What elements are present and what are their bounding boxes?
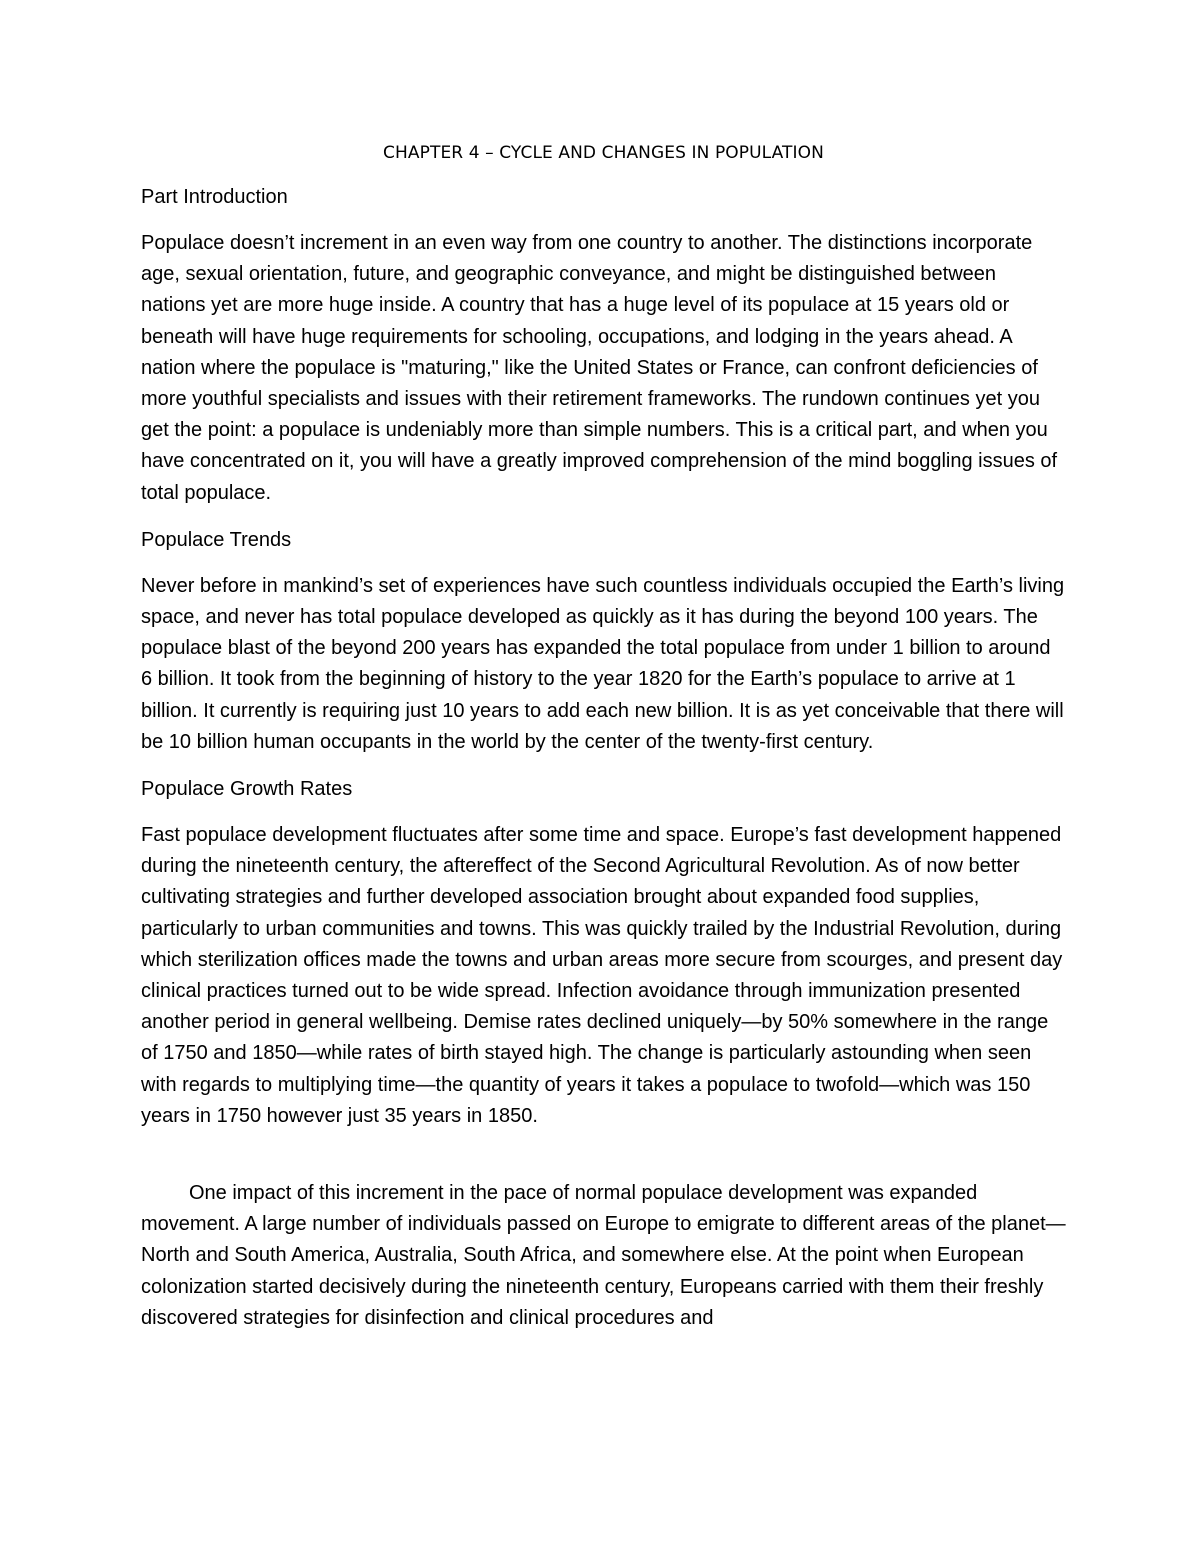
paragraph-growth-rates-2: One impact of this increment in the pace of normal populace development was expanded movement. A large number of individuals passed on Europe to emigrate to different areas of the planet—North and South America, Australia, South Africa, and somewhere else. At the point when European colonization started decisively during the nineteenth century, Europeans carried with them their freshly discovered strategies for disinfection and clinical procedures and <box>141 1182 1066 1329</box>
section-heading-part-introduction: Part Introduction <box>141 186 288 208</box>
document-body <box>141 138 1066 1350</box>
paragraph-populace-trends: Never before in mankind’s set of experiences have such countless individuals occupied the Earth’s living space, and never has total populace developed as quickly as it has during the beyond 100 years. The populace blast of the beyond 200 years has expanded the total populace from under 1 billion to around 6 billion. It took from the beginning of history to the year 1820 for the Earth’s populace to arrive at 1 billion. It currently is requiring just 10 years to add each new billion. It is as yet conceivable that there will be 10 billion human occupants in the world by the center of the twenty-first century. <box>141 574 1065 753</box>
chapter-title: CHAPTER 4 – CYCLE AND CHANGES IN POPULATION <box>383 143 824 163</box>
paragraph-part-introduction: Populace doesn’t increment in an even way from one country to another. The distinctions incorporate age, sexual orientation, future, and geographic conveyance, and might be distinguished between nations yet are more huge inside. A country that has a huge level of its populace at 15 years old or beneath will have huge requirements for schooling, occupations, and lodging in the years ahead. A nation where the populace is "maturing," like the United States or France, can confront deficiencies of more youthful specialists and issues with their retirement frameworks. The rundown continues yet you get the point: a populace is undeniably more than simple numbers. This is a critical part, and when you have concentrated on it, you will have a greatly improved comprehension of the mind boggling issues of total populace. <box>141 232 1058 504</box>
section-heading-populace-growth-rates: Populace Growth Rates <box>141 778 353 801</box>
paragraph-growth-rates-1: Fast populace development fluctuates after some time and space. Europe’s fast development happened during the nineteenth century, the aftereffect of the Second Agricultural Revolution. As of now better cultivating strategies and further developed association brought about expanded food supplies, particularly to urban communities and towns. This was quickly trailed by the Industrial Revolution, during which sterilization offices made the towns and urban areas more secure from scourges, and present day clinical practices turned out to be wide spread. Infection avoidance through immunization presented another period in general wellbeing. Demise rates declined uniquely—by 50% somewhere in the range of 1750 and 1850—while rates of birth stayed high. The change is particularly astounding when seen with regards to multiplying time—the quantity of years it takes a populace to twofold—which was 150 years in 1750 however just 35 years in 1850. <box>141 824 1063 1127</box>
section-heading-populace-trends: Populace Trends <box>141 528 292 551</box>
